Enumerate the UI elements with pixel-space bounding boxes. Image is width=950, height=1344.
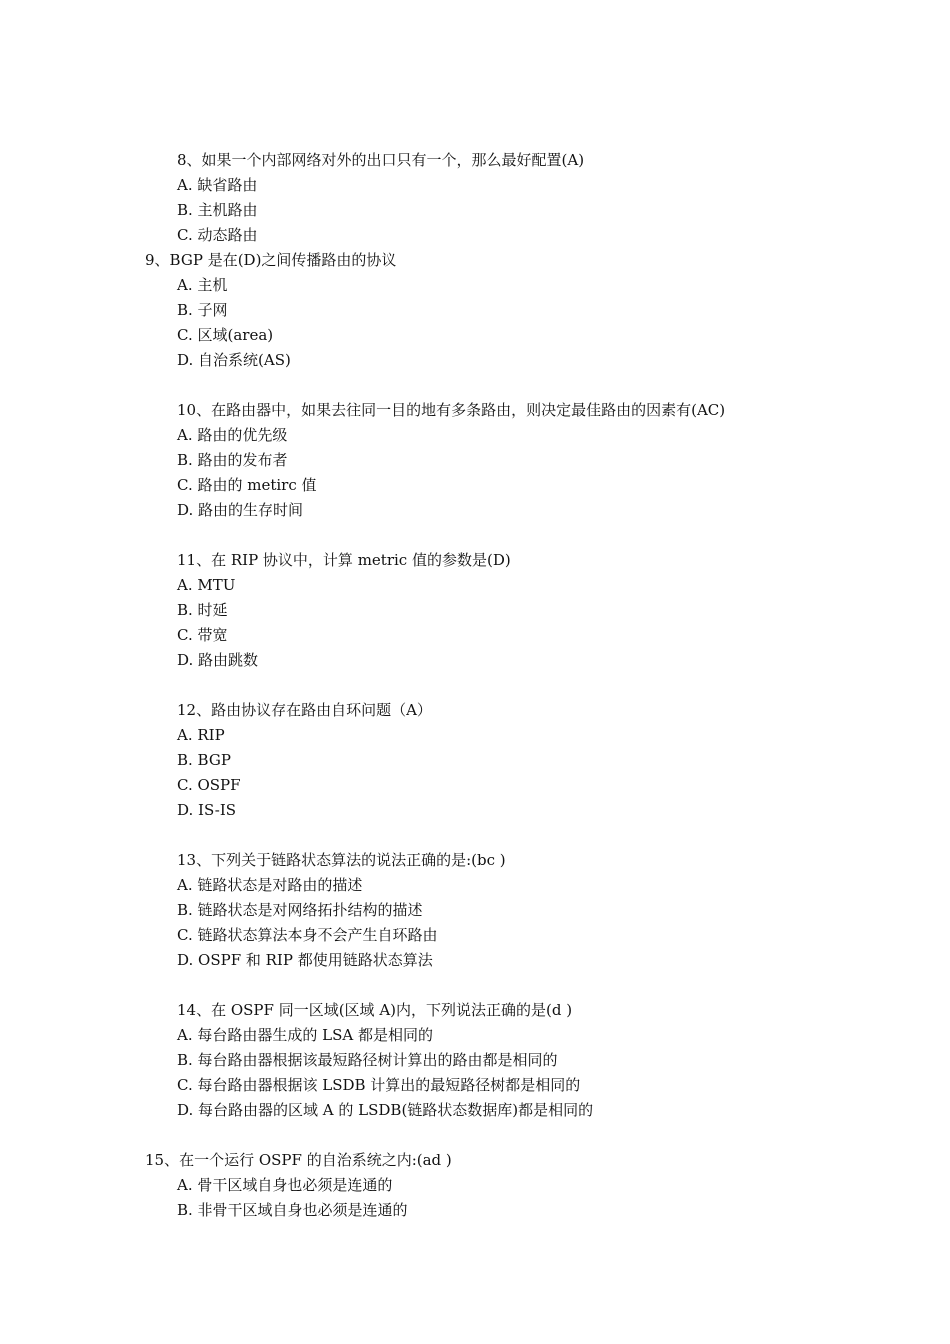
option-12-d: D. IS-IS xyxy=(177,801,237,819)
option-10-a: A. 路由的优先级 xyxy=(177,426,288,444)
option-9-d: D. 自治系统(AS) xyxy=(177,351,291,369)
option-13-c: C. 链路状态算法本身不会产生自环路由 xyxy=(177,926,438,944)
option-10-d: D. 路由的生存时间 xyxy=(177,501,304,519)
option-13-d: D. OSPF 和 RIP 都使用链路状态算法 xyxy=(177,951,433,969)
option-9-c: C. 区域(area) xyxy=(177,326,274,344)
question-stem-9: 9、BGP 是在(D)之间传播路由的协议 xyxy=(145,251,397,269)
question-stem-10: 10、在路由器中，如果去往同一目的地有多条路由，则决定最佳路由的因素有(AC) xyxy=(177,401,726,419)
option-8-c: C. 动态路由 xyxy=(177,226,258,244)
option-14-d: D. 每台路由器的区域 A 的 LSDB(链路状态数据库)都是相同的 xyxy=(177,1101,594,1119)
question-stem-14: 14、在 OSPF 同一区域(区域 A)内，下列说法正确的是(d ) xyxy=(177,1001,573,1019)
spacer xyxy=(0,823,950,848)
spacer xyxy=(0,973,950,998)
option-12-a: A. RIP xyxy=(177,726,225,744)
option-13-a: A. 链路状态是对路由的描述 xyxy=(177,876,363,894)
question-stem-11: 11、在 RIP 协议中，计算 metric 值的参数是(D) xyxy=(177,551,511,569)
option-11-b: B. 时延 xyxy=(177,601,228,619)
option-10-c: C. 路由的 metirc 值 xyxy=(177,476,317,494)
option-11-a: A. MTU xyxy=(177,576,236,594)
option-10-b: B. 路由的发布者 xyxy=(177,451,288,469)
option-14-c: C. 每台路由器根据该 LSDB 计算出的最短路径树都是相同的 xyxy=(177,1076,581,1094)
option-12-b: B. BGP xyxy=(177,751,231,769)
option-15-a: A. 骨干区域自身也必须是连通的 xyxy=(177,1176,393,1194)
option-14-b: B. 每台路由器根据该最短路径树计算出的路由都是相同的 xyxy=(177,1051,558,1069)
question-stem-15: 15、在一个运行 OSPF 的自治系统之内:(ad ) xyxy=(145,1151,452,1169)
option-11-c: C. 带宽 xyxy=(177,626,228,644)
option-14-a: A. 每台路由器生成的 LSA 都是相同的 xyxy=(177,1026,433,1044)
option-8-a: A. 缺省路由 xyxy=(177,176,258,194)
spacer xyxy=(0,673,950,698)
spacer xyxy=(0,523,950,548)
option-13-b: B. 链路状态是对网络拓扑结构的描述 xyxy=(177,901,423,919)
spacer xyxy=(0,373,950,398)
question-list xyxy=(0,148,950,1223)
option-9-b: B. 子网 xyxy=(177,301,228,319)
option-11-d: D. 路由跳数 xyxy=(177,651,259,669)
spacer xyxy=(0,1123,950,1148)
question-stem-8: 8、如果一个内部网络对外的出口只有一个，那么最好配置(A) xyxy=(177,151,585,169)
option-9-a: A. 主机 xyxy=(177,276,228,294)
question-stem-13: 13、下列关于链路状态算法的说法正确的是:(bc ) xyxy=(177,851,506,869)
option-8-b: B. 主机路由 xyxy=(177,201,258,219)
option-12-c: C. OSPF xyxy=(177,776,241,794)
option-15-b: B. 非骨干区域自身也必须是连通的 xyxy=(177,1201,408,1219)
question-stem-12: 12、路由协议存在路由自环问题（A） xyxy=(177,701,432,719)
